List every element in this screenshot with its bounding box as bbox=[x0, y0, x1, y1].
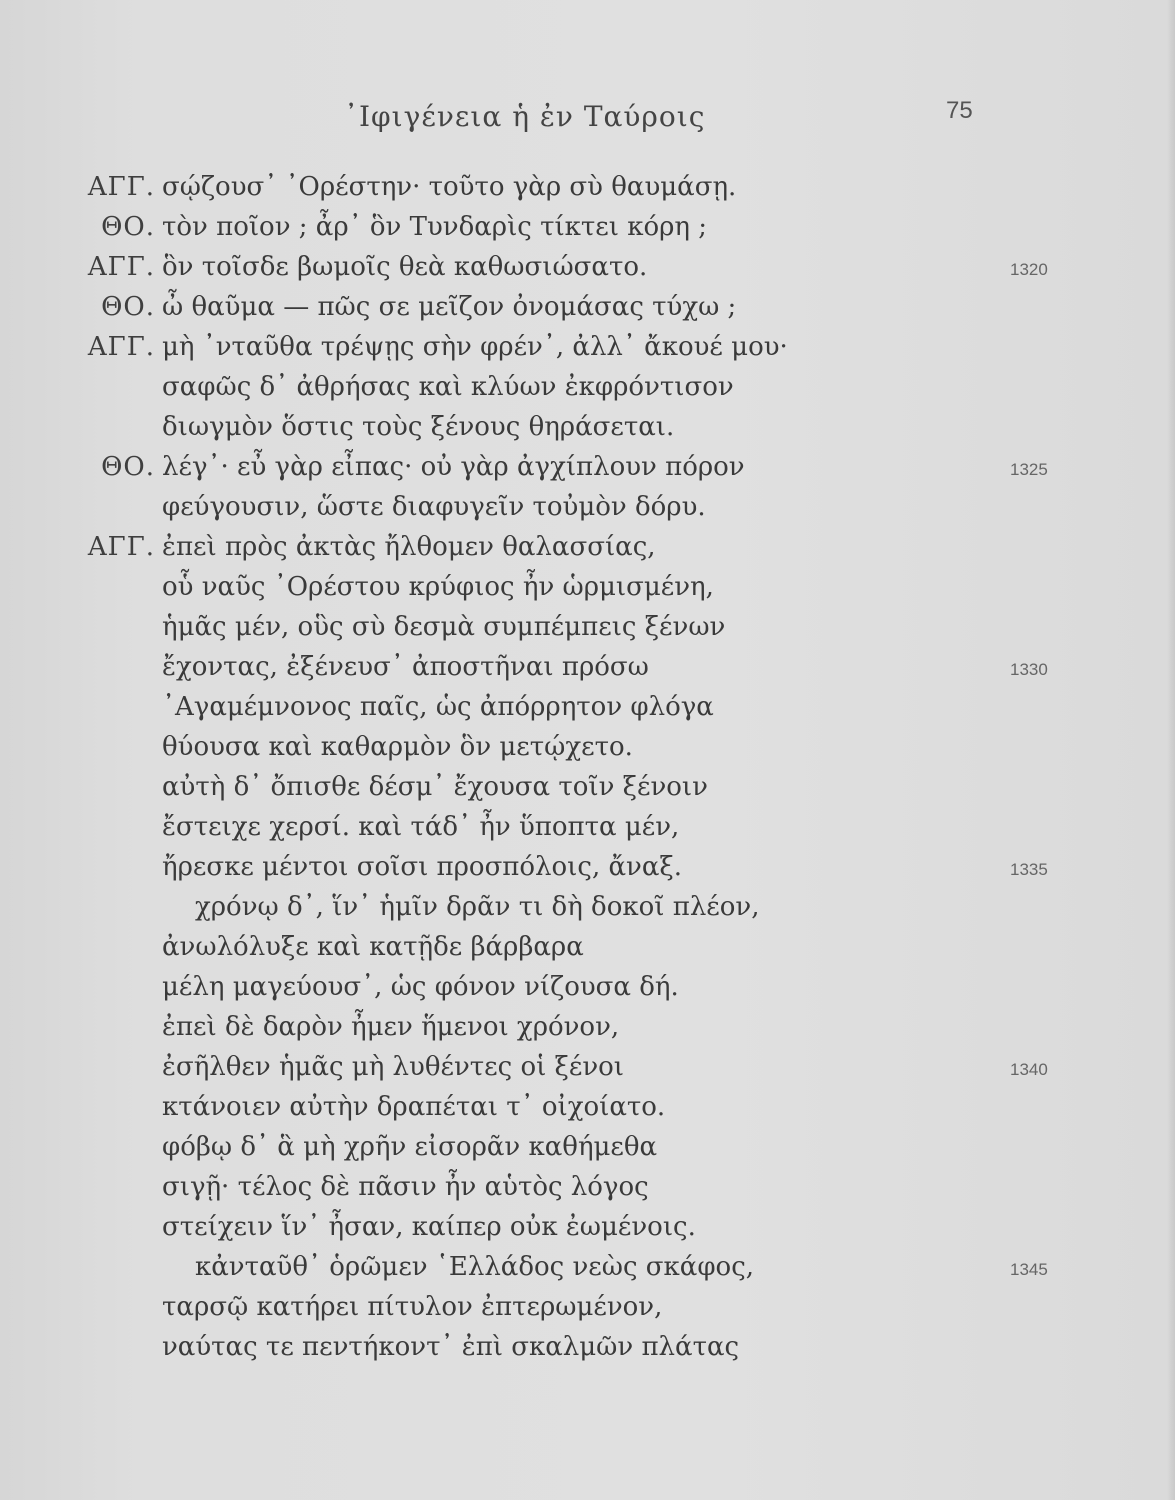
verse-line bbox=[0, 1208, 1175, 1248]
speaker-label: ΑΓΓ. bbox=[87, 532, 155, 562]
speaker-label: ΑΓΓ. bbox=[87, 252, 155, 282]
verse-line bbox=[0, 168, 1175, 208]
verse-text: ἐσῆλθεν ἡμᾶς μὴ λυθέντες οἱ ξένοι bbox=[162, 1052, 624, 1082]
verse-text: ἐπεὶ πρὸς ἀκτὰς ἤλθομεν θαλασσίας, bbox=[162, 532, 656, 562]
verse-line bbox=[0, 1328, 1175, 1368]
verse-line bbox=[0, 248, 1175, 288]
verse-text: αὐτὴ δ᾿ ὄπισθε δέσμ᾿ ἔχουσα τοῖν ξένοιν bbox=[162, 772, 708, 802]
verse-text: φόβῳ δ᾿ ἃ μὴ χρῆν εἰσορᾶν καθήμεθα bbox=[162, 1132, 658, 1162]
verse-text: λέγ᾿· εὖ γὰρ εἶπας· οὐ γὰρ ἀγχίπλουν πόρον bbox=[162, 452, 745, 482]
verse-text: θύουσα καὶ καθαρμὸν ὃν μετῴχετο. bbox=[162, 732, 633, 762]
verse-line bbox=[0, 848, 1175, 888]
verse-line bbox=[0, 608, 1175, 648]
verse-line bbox=[0, 368, 1175, 408]
verse-line bbox=[0, 448, 1175, 488]
verse-text: ἤρεσκε μέντοι σοῖσι προσπόλοις, ἄναξ. bbox=[162, 852, 682, 882]
verse-text: σιγῇ· τέλος δὲ πᾶσιν ἦν αὑτὸς λόγος bbox=[162, 1172, 649, 1202]
verse-text: μέλη μαγεύουσ᾿, ὡς φόνον νίζουσα δή. bbox=[162, 972, 679, 1002]
line-number: 1340 bbox=[1010, 1060, 1048, 1079]
verse-text: σαφῶς δ᾿ ἀθρήσας καὶ κλύων ἐκφρόντισον bbox=[162, 372, 734, 402]
verse-text: ὃν τοῖσδε βωμοῖς θεὰ καθωσιώσατο. bbox=[162, 252, 648, 282]
verse-text: κτάνοιεν αὐτὴν δραπέται τ᾿ οἰχοίατο. bbox=[162, 1092, 666, 1122]
verse-text: μὴ ᾿νταῦθα τρέψῃς σὴν φρέν᾿, ἀλλ᾿ ἄκουέ μου· bbox=[162, 332, 788, 362]
verse-text: ἔχοντας, ἐξένευσ᾿ ἀποστῆναι πρόσω bbox=[162, 652, 649, 682]
verse-line bbox=[0, 648, 1175, 688]
verse-line bbox=[0, 728, 1175, 768]
page-edge-shadow bbox=[1167, 0, 1175, 1500]
verse-line bbox=[0, 1088, 1175, 1128]
verse-line bbox=[0, 688, 1175, 728]
verse-line bbox=[0, 928, 1175, 968]
verse-text: οὗ ναῦς ᾿Ορέστου κρύφιος ἦν ὡρμισμένη, bbox=[162, 572, 714, 602]
verse-text: ἀνωλόλυξε καὶ κατῇδε βάρβαρα bbox=[162, 932, 584, 962]
line-number: 1335 bbox=[1010, 860, 1048, 879]
verse-line bbox=[0, 288, 1175, 328]
speaker-label: ΑΓΓ. bbox=[87, 172, 155, 202]
verse-line bbox=[0, 808, 1175, 848]
verse-text: διωγμὸν ὅστις τοὺς ξένους θηράσεται. bbox=[162, 412, 675, 442]
verse-line bbox=[0, 968, 1175, 1008]
verse-block bbox=[0, 168, 1175, 1368]
verse-line bbox=[0, 528, 1175, 568]
verse-text: σῴζουσ᾿ ᾿Ορέστην· τοῦτο γὰρ σὺ θαυμάσῃ. bbox=[162, 172, 737, 202]
verse-line bbox=[0, 1128, 1175, 1168]
line-number: 1330 bbox=[1010, 660, 1048, 679]
verse-text: ἔστειχε χερσί. καὶ τάδ᾿ ἦν ὕποπτα μέν, bbox=[162, 812, 680, 842]
speaker-label: ΘΟ. bbox=[101, 292, 155, 322]
verse-line bbox=[0, 888, 1175, 928]
speaker-label: ΘΟ. bbox=[101, 212, 155, 242]
verse-text: φεύγουσιν, ὥστε διαφυγεῖν τοὐμὸν δόρυ. bbox=[162, 492, 706, 522]
verse-text: ἡμᾶς μέν, οὓς σὺ δεσμὰ συμπέμπεις ξένων bbox=[162, 612, 726, 642]
line-number: 1345 bbox=[1010, 1260, 1048, 1279]
speaker-label: ΑΓΓ. bbox=[87, 332, 155, 362]
running-title: ᾿Ιφιγένεια ἡ ἐν Ταύροις bbox=[344, 100, 706, 133]
speaker-label: ΘΟ. bbox=[101, 452, 155, 482]
verse-line bbox=[0, 568, 1175, 608]
verse-text: ὦ θαῦμα — πῶς σε μεῖζον ὀνομάσας τύχω ; bbox=[162, 292, 737, 322]
line-number: 1320 bbox=[1010, 260, 1048, 279]
verse-line bbox=[0, 208, 1175, 248]
verse-line bbox=[0, 408, 1175, 448]
verse-text: τὸν ποῖον ; ἆρ᾿ ὃν Τυνδαρὶς τίκτει κόρη ; bbox=[162, 212, 708, 242]
line-number: 1325 bbox=[1010, 460, 1048, 479]
verse-line bbox=[0, 768, 1175, 808]
verse-text: ταρσῷ κατήρει πίτυλον ἐπτερωμένον, bbox=[162, 1292, 663, 1322]
verse-line bbox=[0, 1008, 1175, 1048]
verse-text: ἐπεὶ δὲ δαρὸν ἦμεν ἥμενοι χρόνον, bbox=[162, 1012, 620, 1042]
page-number: 75 bbox=[946, 97, 973, 124]
verse-line bbox=[0, 1168, 1175, 1208]
verse-text: χρόνῳ δ᾿, ἵν᾿ ἡμῖν δρᾶν τι δὴ δοκοῖ πλέον, bbox=[195, 892, 760, 922]
verse-line bbox=[0, 328, 1175, 368]
verse-line bbox=[0, 1248, 1175, 1288]
verse-line bbox=[0, 488, 1175, 528]
verse-text: κἀνταῦθ᾿ ὁρῶμεν ῾Ελλάδος νεὼς σκάφος, bbox=[195, 1252, 755, 1282]
verse-line bbox=[0, 1288, 1175, 1328]
verse-line bbox=[0, 1048, 1175, 1088]
verse-text: ᾿Αγαμέμνονος παῖς, ὡς ἀπόρρητον φλόγα bbox=[162, 692, 714, 722]
verse-text: ναύτας τε πεντήκοντ᾿ ἐπὶ σκαλμῶν πλάτας bbox=[162, 1332, 740, 1362]
verse-text: στείχειν ἵν᾿ ἦσαν, καίπερ οὐκ ἐωμένοις. bbox=[162, 1212, 696, 1242]
